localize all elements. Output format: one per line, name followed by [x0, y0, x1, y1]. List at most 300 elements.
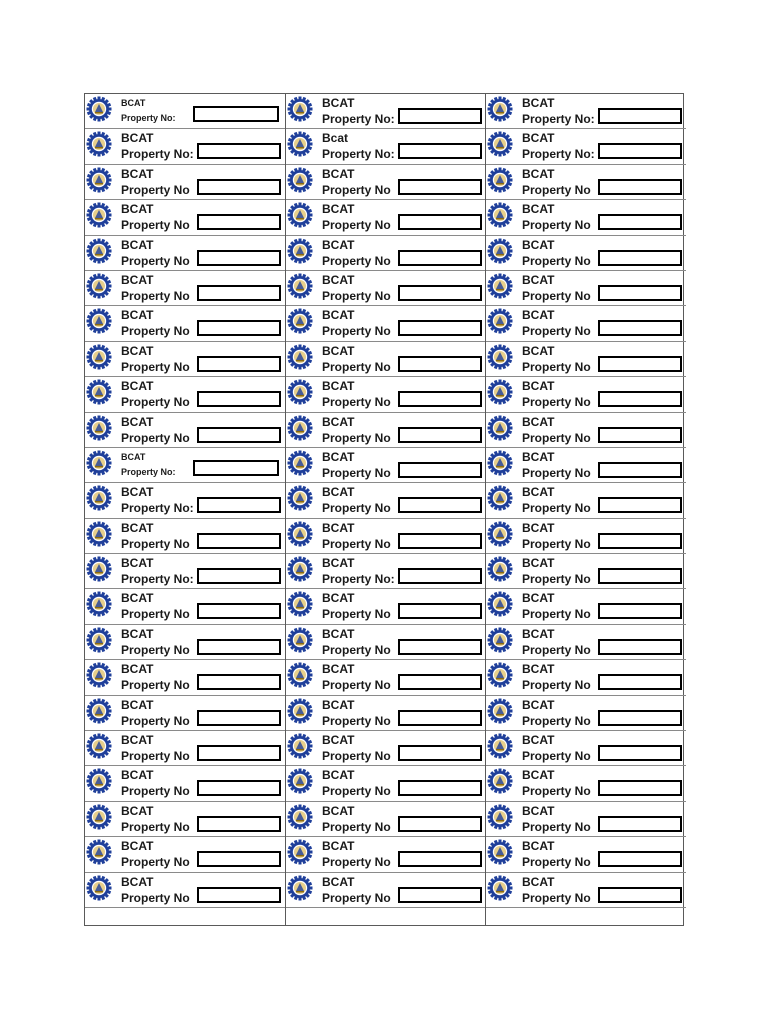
gear-seal-icon — [287, 450, 313, 476]
gear-seal-icon — [86, 662, 112, 688]
property-number-box[interactable] — [598, 533, 682, 549]
gear-seal-icon — [86, 308, 112, 334]
gear-seal-icon — [487, 804, 513, 830]
property-number-box[interactable] — [398, 710, 482, 726]
property-label — [486, 271, 686, 306]
gear-seal-icon — [86, 96, 112, 122]
property-number-box[interactable] — [193, 106, 279, 122]
gear-seal-icon — [487, 273, 513, 299]
property-number-box[interactable] — [598, 603, 682, 619]
institution-name: BCAT — [121, 697, 154, 712]
institution-name: BCAT — [522, 343, 555, 358]
property-label — [486, 377, 686, 412]
property-number-box[interactable] — [598, 356, 682, 372]
gear-seal-icon — [86, 733, 112, 759]
gear-seal-icon — [487, 96, 513, 122]
property-label — [286, 660, 486, 695]
property-label — [486, 837, 686, 872]
property-label — [486, 129, 686, 164]
property-label — [286, 873, 486, 908]
property-no-label: Property No — [121, 253, 190, 268]
property-no-label: Property No — [522, 749, 591, 764]
gear-seal-icon — [487, 839, 513, 865]
gear-seal-icon — [287, 875, 313, 901]
institution-name: BCAT — [522, 131, 555, 146]
property-no-label: Property No — [322, 713, 391, 728]
gear-seal-icon — [287, 131, 313, 157]
property-no-label: Property No — [322, 288, 391, 303]
property-no-label: Property No — [522, 890, 591, 905]
institution-name: BCAT — [522, 697, 555, 712]
property-number-box[interactable] — [598, 250, 682, 266]
property-no-label: Property No: — [322, 147, 395, 162]
property-no-label: Property No — [121, 359, 190, 374]
property-number-box[interactable] — [197, 250, 281, 266]
property-no-label: Property No — [322, 890, 391, 905]
property-no-label: Property No — [121, 218, 190, 233]
property-no-label: Property No — [522, 572, 591, 587]
institution-name: BCAT — [522, 839, 555, 854]
gear-seal-icon — [86, 485, 112, 511]
gear-seal-icon — [287, 415, 313, 441]
gear-seal-icon — [287, 698, 313, 724]
property-no-label: Property No: — [121, 501, 194, 516]
empty-row — [486, 908, 686, 925]
gear-seal-icon — [287, 733, 313, 759]
property-no-label: Property No: — [322, 112, 395, 126]
gear-seal-icon — [86, 450, 112, 476]
property-label — [486, 625, 686, 660]
institution-name: BCAT — [322, 768, 355, 783]
institution-name: BCAT — [322, 96, 355, 110]
property-number-box[interactable] — [197, 497, 281, 513]
property-label — [85, 660, 285, 695]
property-label — [286, 448, 486, 483]
property-label — [286, 200, 486, 235]
property-label — [85, 377, 285, 412]
property-number-box[interactable] — [598, 816, 682, 832]
property-number-box[interactable] — [197, 285, 281, 301]
property-no-label: Property No — [522, 324, 591, 339]
institution-name: Bcat — [322, 131, 349, 146]
property-label — [486, 554, 686, 589]
property-no-label: Property No — [522, 182, 591, 197]
property-number-box[interactable] — [193, 460, 279, 476]
property-label — [486, 165, 686, 200]
institution-name: BCAT — [322, 166, 355, 181]
property-number-box[interactable] — [598, 143, 682, 159]
property-label — [85, 165, 285, 200]
institution-name: BCAT — [322, 343, 355, 358]
property-label — [486, 766, 686, 801]
property-no-label: Property No: — [121, 147, 194, 162]
institution-name: BCAT — [121, 874, 154, 889]
institution-name: BCAT — [322, 591, 355, 606]
gear-seal-icon — [487, 202, 513, 228]
property-label — [85, 448, 285, 483]
property-no-label: Property No — [322, 536, 391, 551]
property-label — [486, 483, 686, 518]
property-number-box[interactable] — [197, 603, 281, 619]
gear-seal-icon — [487, 627, 513, 653]
property-no-label: Property No — [121, 642, 190, 657]
gear-seal-icon — [287, 379, 313, 405]
institution-name: BCAT — [522, 556, 555, 571]
institution-name: BCAT — [121, 485, 154, 500]
institution-name: BCAT — [322, 874, 355, 889]
gear-seal-icon — [487, 485, 513, 511]
property-label — [486, 802, 686, 837]
gear-seal-icon — [287, 662, 313, 688]
gear-seal-icon — [487, 591, 513, 617]
property-number-box[interactable] — [398, 497, 482, 513]
gear-seal-icon — [86, 768, 112, 794]
property-label — [286, 129, 486, 164]
property-no-label: Property No: — [121, 466, 176, 477]
property-number-box[interactable] — [398, 250, 482, 266]
institution-name: BCAT — [322, 202, 355, 217]
property-no-label: Property No — [322, 642, 391, 657]
property-no-label: Property No — [121, 855, 190, 870]
gear-seal-icon — [287, 308, 313, 334]
institution-name: BCAT — [121, 202, 154, 217]
property-label — [85, 200, 285, 235]
gear-seal-icon — [487, 768, 513, 794]
property-number-box[interactable] — [398, 603, 482, 619]
property-number-box[interactable] — [598, 710, 682, 726]
property-number-box[interactable] — [398, 143, 482, 159]
property-label — [486, 660, 686, 695]
property-label — [286, 837, 486, 872]
property-number-box[interactable] — [598, 497, 682, 513]
institution-name: BCAT — [522, 414, 555, 429]
institution-name: BCAT — [121, 131, 154, 146]
property-no-label: Property No — [121, 395, 190, 410]
property-number-box[interactable] — [598, 427, 682, 443]
institution-name: BCAT — [522, 379, 555, 394]
institution-name: BCAT — [121, 520, 154, 535]
gear-seal-icon — [487, 344, 513, 370]
property-number-box[interactable] — [598, 674, 682, 690]
property-number-box[interactable] — [197, 851, 281, 867]
property-no-label: Property No — [322, 359, 391, 374]
institution-name: BCAT — [121, 839, 154, 854]
gear-seal-icon — [287, 804, 313, 830]
gear-seal-icon — [86, 521, 112, 547]
property-label — [286, 165, 486, 200]
property-number-box[interactable] — [197, 568, 281, 584]
institution-name: BCAT — [522, 202, 555, 217]
property-number-box[interactable] — [197, 427, 281, 443]
property-label — [486, 448, 686, 483]
property-label — [85, 873, 285, 908]
property-no-label: Property No — [522, 607, 591, 622]
label-column-1 — [85, 94, 285, 925]
institution-name: BCAT — [522, 874, 555, 889]
institution-name: BCAT — [522, 485, 555, 500]
property-no-label: Property No — [522, 253, 591, 268]
institution-name: BCAT — [322, 556, 355, 571]
institution-name: BCAT — [322, 520, 355, 535]
property-label — [85, 413, 285, 448]
property-number-box[interactable] — [398, 568, 482, 584]
property-number-box[interactable] — [598, 179, 682, 195]
property-label — [486, 696, 686, 731]
property-number-box[interactable] — [598, 745, 682, 761]
institution-name: BCAT — [121, 662, 154, 677]
gear-seal-icon — [287, 167, 313, 193]
property-no-label: Property No — [322, 784, 391, 799]
property-no-label: Property No — [322, 218, 391, 233]
property-no-label: Property No — [322, 501, 391, 516]
property-number-box[interactable] — [398, 391, 482, 407]
property-number-box[interactable] — [197, 745, 281, 761]
property-label — [85, 271, 285, 306]
label-column-3 — [485, 94, 686, 925]
property-number-box[interactable] — [398, 356, 482, 372]
property-number-box[interactable] — [398, 674, 482, 690]
property-number-box[interactable] — [197, 887, 281, 903]
property-number-box[interactable] — [398, 179, 482, 195]
property-number-box[interactable] — [197, 674, 281, 690]
property-number-box[interactable] — [598, 320, 682, 336]
property-number-box[interactable] — [197, 710, 281, 726]
property-label — [286, 802, 486, 837]
institution-name: BCAT — [322, 485, 355, 500]
property-number-box[interactable] — [398, 639, 482, 655]
property-label — [286, 271, 486, 306]
gear-seal-icon — [86, 273, 112, 299]
property-label — [85, 342, 285, 377]
property-number-box[interactable] — [398, 851, 482, 867]
property-label — [85, 94, 285, 129]
property-no-label: Property No — [522, 536, 591, 551]
gear-seal-icon — [487, 415, 513, 441]
property-number-box[interactable] — [598, 214, 682, 230]
institution-name: BCAT — [121, 308, 154, 323]
property-label — [286, 696, 486, 731]
institution-name: BCAT — [121, 272, 154, 287]
institution-name: BCAT — [522, 272, 555, 287]
property-number-box[interactable] — [197, 780, 281, 796]
institution-name: BCAT — [522, 733, 555, 748]
property-no-label: Property No — [121, 324, 190, 339]
property-no-label: Property No — [121, 819, 190, 834]
property-label — [286, 731, 486, 766]
property-label — [286, 589, 486, 624]
institution-name: BCAT — [322, 379, 355, 394]
gear-seal-icon — [487, 167, 513, 193]
gear-seal-icon — [487, 308, 513, 334]
property-number-box[interactable] — [598, 780, 682, 796]
property-number-box[interactable] — [398, 780, 482, 796]
gear-seal-icon — [487, 521, 513, 547]
institution-name: BCAT — [121, 379, 154, 394]
property-number-box[interactable] — [398, 533, 482, 549]
property-label — [85, 766, 285, 801]
property-no-label: Property No — [522, 395, 591, 410]
property-label — [486, 589, 686, 624]
institution-name: BCAT — [121, 98, 146, 108]
property-number-box[interactable] — [598, 391, 682, 407]
gear-seal-icon — [86, 804, 112, 830]
institution-name: BCAT — [522, 591, 555, 606]
property-no-label: Property No — [121, 749, 190, 764]
property-no-label: Property No — [322, 465, 391, 480]
gear-seal-icon — [86, 202, 112, 228]
property-number-box[interactable] — [197, 533, 281, 549]
property-label — [85, 802, 285, 837]
gear-seal-icon — [287, 521, 313, 547]
gear-seal-icon — [86, 167, 112, 193]
property-number-box[interactable] — [197, 391, 281, 407]
property-label — [286, 519, 486, 554]
property-label — [486, 200, 686, 235]
property-no-label: Property No — [322, 253, 391, 268]
property-label — [85, 696, 285, 731]
property-number-box[interactable] — [598, 851, 682, 867]
property-no-label: Property No — [322, 607, 391, 622]
property-number-box[interactable] — [197, 320, 281, 336]
property-label — [286, 554, 486, 589]
property-label — [286, 306, 486, 341]
property-number-box[interactable] — [398, 745, 482, 761]
property-label — [85, 731, 285, 766]
gear-seal-icon — [86, 379, 112, 405]
property-no-label: Property No — [121, 678, 190, 693]
property-label — [486, 94, 686, 129]
empty-row — [85, 908, 285, 925]
property-number-box[interactable] — [398, 462, 482, 478]
property-label — [486, 236, 686, 271]
property-no-label: Property No — [522, 501, 591, 516]
property-no-label: Property No — [121, 288, 190, 303]
institution-name: BCAT — [322, 626, 355, 641]
institution-name: BCAT — [322, 733, 355, 748]
property-number-box[interactable] — [598, 639, 682, 655]
institution-name: BCAT — [121, 733, 154, 748]
property-no-label: Property No: — [322, 572, 395, 587]
property-number-box[interactable] — [398, 816, 482, 832]
property-number-box[interactable] — [197, 356, 281, 372]
property-number-box[interactable] — [197, 639, 281, 655]
property-no-label: Property No — [522, 359, 591, 374]
institution-name: BCAT — [522, 237, 555, 252]
gear-seal-icon — [487, 662, 513, 688]
gear-seal-icon — [287, 96, 313, 122]
property-label — [85, 554, 285, 589]
property-label — [286, 483, 486, 518]
institution-name: BCAT — [121, 626, 154, 641]
property-label — [286, 94, 486, 129]
property-no-label: Property No — [121, 182, 190, 197]
institution-name: BCAT — [121, 166, 154, 181]
property-no-label: Property No — [121, 713, 190, 728]
property-label — [85, 236, 285, 271]
gear-seal-icon — [487, 556, 513, 582]
property-number-box[interactable] — [598, 887, 682, 903]
gear-seal-icon — [86, 698, 112, 724]
property-no-label: Property No — [522, 678, 591, 693]
property-no-label: Property No: — [522, 147, 595, 162]
property-label — [85, 837, 285, 872]
property-number-box[interactable] — [197, 143, 281, 159]
property-number-box[interactable] — [197, 179, 281, 195]
institution-name: BCAT — [322, 697, 355, 712]
property-label — [85, 625, 285, 660]
gear-seal-icon — [487, 238, 513, 264]
institution-name: BCAT — [322, 308, 355, 323]
institution-name: BCAT — [522, 520, 555, 535]
property-no-label: Property No — [522, 430, 591, 445]
institution-name: BCAT — [522, 803, 555, 818]
property-number-box[interactable] — [598, 462, 682, 478]
institution-name: BCAT — [522, 166, 555, 181]
property-number-box[interactable] — [398, 285, 482, 301]
institution-name: BCAT — [121, 237, 154, 252]
gear-seal-icon — [487, 698, 513, 724]
property-label — [85, 306, 285, 341]
property-label — [486, 519, 686, 554]
institution-name: BCAT — [121, 343, 154, 358]
property-number-box[interactable] — [398, 427, 482, 443]
property-label — [286, 766, 486, 801]
property-number-box[interactable] — [197, 214, 281, 230]
label-column-2 — [285, 94, 486, 925]
gear-seal-icon — [86, 344, 112, 370]
property-label — [486, 731, 686, 766]
property-label — [286, 625, 486, 660]
property-number-box[interactable] — [598, 568, 682, 584]
property-no-label: Property No — [522, 855, 591, 870]
gear-seal-icon — [86, 627, 112, 653]
property-number-box[interactable] — [398, 320, 482, 336]
institution-name: BCAT — [121, 451, 146, 462]
property-no-label: Property No — [322, 324, 391, 339]
label-sheet — [84, 93, 684, 926]
property-number-box[interactable] — [197, 816, 281, 832]
institution-name: BCAT — [121, 591, 154, 606]
property-no-label: Property No — [121, 890, 190, 905]
property-number-box[interactable] — [398, 214, 482, 230]
gear-seal-icon — [487, 131, 513, 157]
gear-seal-icon — [86, 591, 112, 617]
gear-seal-icon — [86, 238, 112, 264]
institution-name: BCAT — [121, 414, 154, 429]
institution-name: BCAT — [322, 803, 355, 818]
institution-name: BCAT — [522, 768, 555, 783]
institution-name: BCAT — [322, 237, 355, 252]
property-number-box[interactable] — [598, 108, 682, 124]
gear-seal-icon — [287, 591, 313, 617]
gear-seal-icon — [287, 768, 313, 794]
property-no-label: Property No — [322, 855, 391, 870]
property-number-box[interactable] — [398, 887, 482, 903]
property-label — [286, 236, 486, 271]
property-label — [286, 377, 486, 412]
gear-seal-icon — [86, 131, 112, 157]
property-label — [486, 306, 686, 341]
institution-name: BCAT — [121, 556, 154, 571]
gear-seal-icon — [287, 485, 313, 511]
property-number-box[interactable] — [598, 285, 682, 301]
property-label — [286, 413, 486, 448]
gear-seal-icon — [86, 415, 112, 441]
property-number-box[interactable] — [398, 108, 482, 124]
gear-seal-icon — [86, 875, 112, 901]
gear-seal-icon — [287, 344, 313, 370]
empty-row — [286, 908, 486, 925]
